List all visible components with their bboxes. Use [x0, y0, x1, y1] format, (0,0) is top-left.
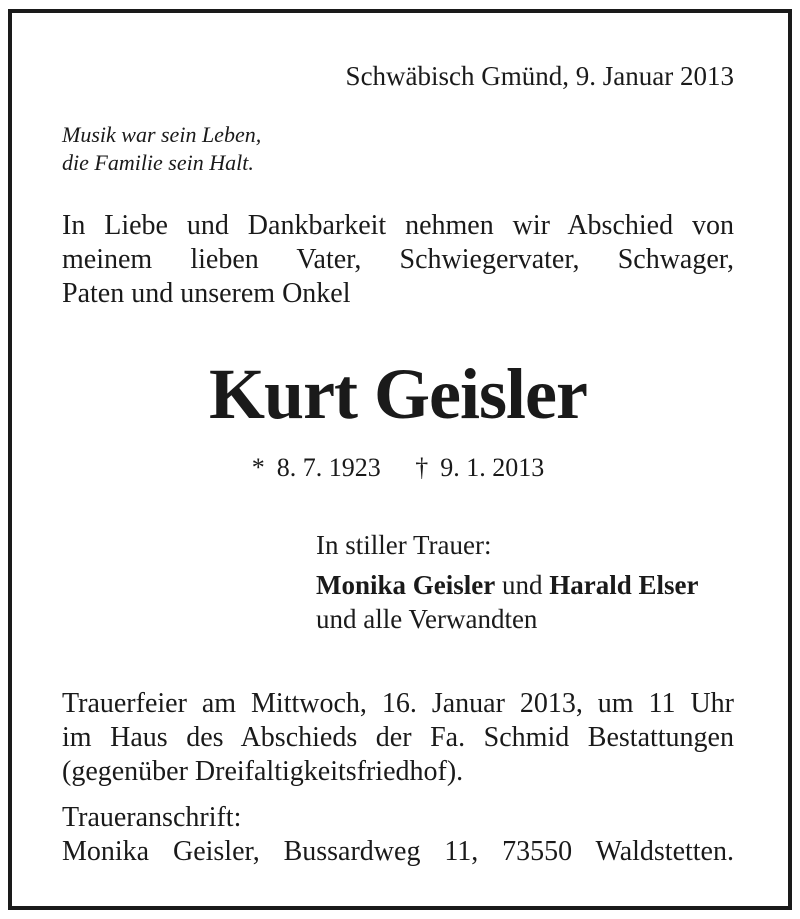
mourner-name: Monika Geisler — [316, 570, 496, 600]
mourners-names — [316, 568, 698, 602]
motto — [62, 121, 261, 177]
intro-line: Paten und unserem Onkel — [62, 278, 351, 309]
place-date: Schwäbisch Gmünd, 9. Januar 2013 — [345, 61, 734, 91]
death-date: 9. 1. 2013 — [440, 453, 545, 482]
funeral-line: im Haus des Abschieds der Fa. Schmid Bestattungen — [62, 722, 734, 753]
deceased-name: Kurt Geisler — [209, 354, 587, 434]
funeral-info — [62, 687, 734, 789]
life-dates — [62, 453, 734, 483]
mourner-connector: und — [501, 570, 543, 600]
birth-date: 8. 7. 1923 — [276, 453, 381, 482]
obituary-frame — [8, 9, 792, 910]
birth-symbol: * — [251, 453, 265, 482]
address-label: Traueranschrift: — [62, 802, 242, 833]
motto-line: die Familie sein Halt. — [62, 150, 254, 175]
intro-line: In Liebe und Dankbarkeit nehmen wir Abschied von — [62, 210, 734, 241]
mourning-address — [62, 801, 734, 869]
address-text: Monika Geisler, Bussardweg 11, 73550 Waldstetten. — [62, 836, 734, 867]
intro-line: meinem lieben Vater, Schwiegervater, Schwager, — [62, 244, 734, 275]
funeral-line: (gegenüber Dreifaltigkeitsfriedhof). — [62, 756, 464, 787]
death-symbol: † — [415, 453, 429, 482]
mourners-block — [316, 528, 698, 636]
mourner-name: Harald Elser — [549, 570, 699, 600]
mourning-heading: In stiller Trauer: — [316, 530, 492, 560]
mourners-others: und alle Verwandten — [316, 604, 538, 634]
obituary-content — [62, 13, 734, 906]
funeral-line: Trauerfeier am Mittwoch, 16. Januar 2013, um 11 Uhr — [62, 688, 734, 719]
motto-line: Musik war sein Leben, — [62, 122, 262, 147]
intro-text — [62, 209, 734, 311]
